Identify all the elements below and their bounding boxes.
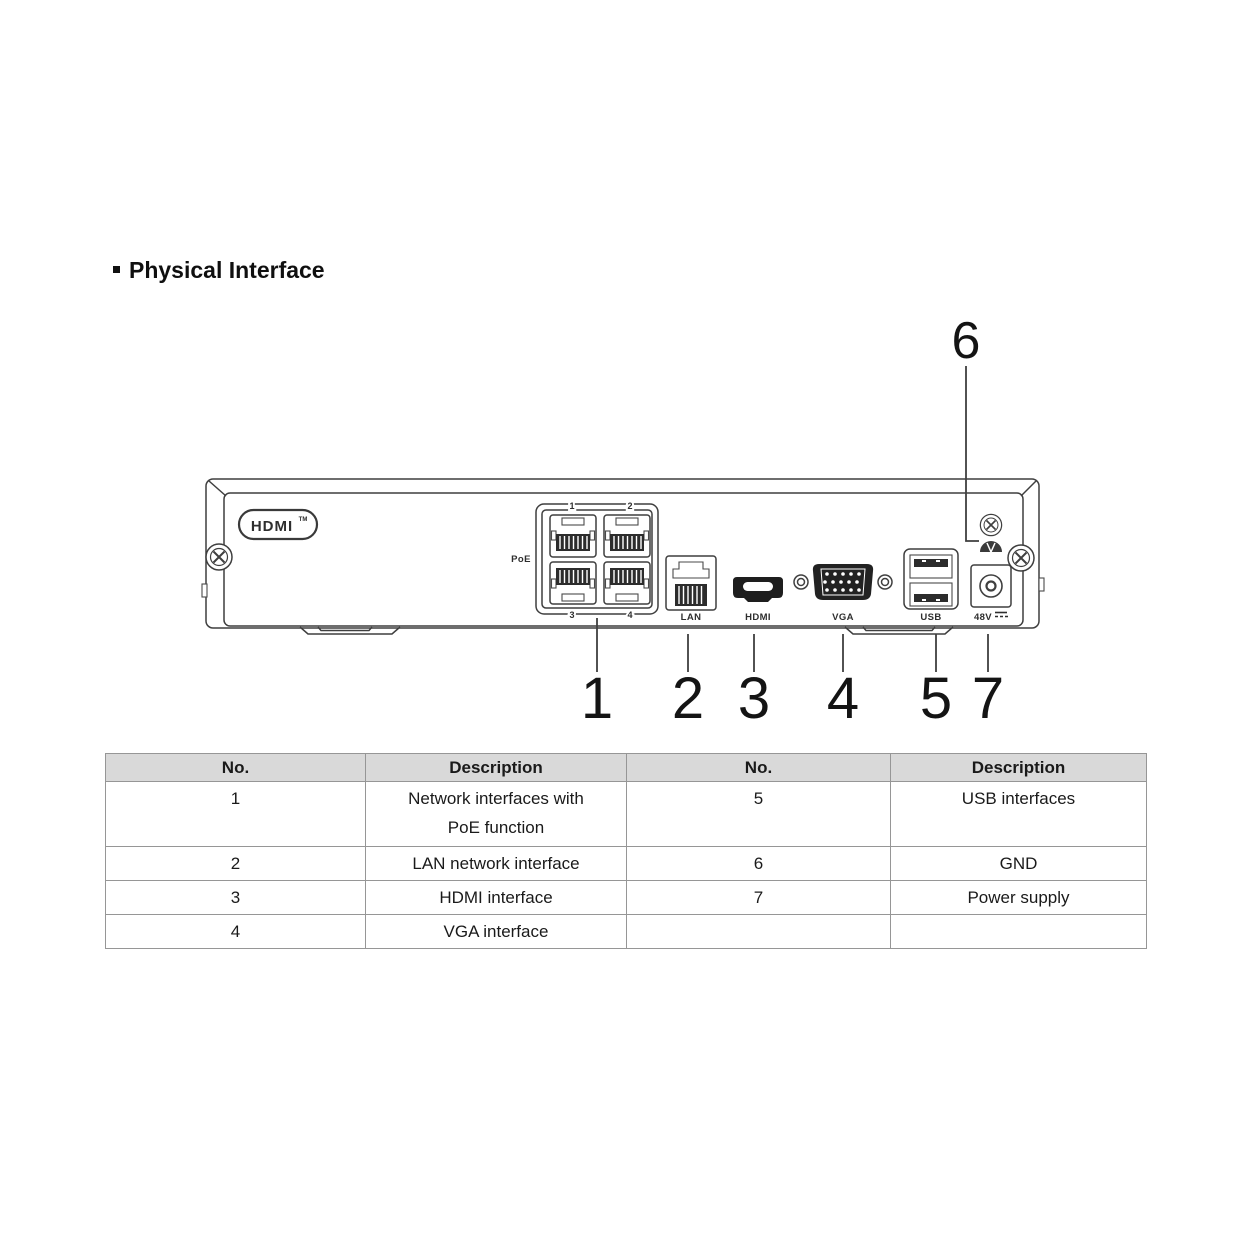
- callout-5: [920, 634, 952, 731]
- cell-description: [891, 915, 1147, 949]
- vga-label: VGA: [832, 612, 854, 623]
- hdmi-label: HDMI: [745, 612, 771, 623]
- callout-number-6: 6: [951, 312, 981, 370]
- poe-port-number-1: 1: [569, 501, 575, 511]
- callout-2: [672, 634, 704, 731]
- callout-number-2: 2: [671, 666, 705, 731]
- callout-number-3: 3: [737, 666, 771, 731]
- cell-description: Power supply: [891, 881, 1147, 915]
- hdmi-logo-text: HDMI: [250, 518, 294, 535]
- table-row: [106, 881, 1147, 915]
- cell-no: 5: [627, 782, 891, 847]
- callout-3: [738, 634, 770, 731]
- poe-port-1: [550, 515, 596, 557]
- cell-no: 7: [627, 881, 891, 915]
- section-title-label: Physical Interface: [129, 257, 325, 283]
- header-description-left: Description: [366, 754, 627, 782]
- interface-description-table: [105, 753, 1147, 949]
- cell-no: 6: [627, 847, 891, 881]
- hdmi-logo-badge: [239, 510, 317, 539]
- poe-port-3: [550, 562, 596, 604]
- gnd-screw: [980, 514, 1001, 535]
- cell-description: GND: [891, 847, 1147, 881]
- cell-no: 2: [106, 847, 366, 881]
- cell-description: VGA interface: [366, 915, 627, 949]
- section-title: [113, 257, 325, 284]
- table-header-row: [106, 754, 1147, 782]
- lan-label: LAN: [680, 612, 702, 623]
- cell-no: 1: [106, 782, 366, 847]
- poe-port-number-2: 2: [627, 501, 633, 511]
- poe-port-number-4: 4: [627, 610, 633, 620]
- header-no-right: No.: [627, 754, 891, 782]
- poe-port-4: [604, 562, 650, 604]
- usb-label: USB: [920, 612, 942, 623]
- cell-no: [627, 915, 891, 949]
- poe-port-2: [604, 515, 650, 557]
- table-row: [106, 782, 1147, 847]
- power-label: 48V: [973, 612, 993, 623]
- callout-number-7: 7: [971, 666, 1005, 731]
- header-description-right: Description: [891, 754, 1147, 782]
- side-tab-left: [202, 584, 207, 597]
- poe-label: PoE: [511, 554, 531, 565]
- cell-no: 3: [106, 881, 366, 915]
- callout-4: [827, 634, 859, 731]
- table-row: [106, 847, 1147, 881]
- cell-description: USB interfaces: [891, 782, 1147, 847]
- callout-number-4: 4: [826, 666, 860, 731]
- cell-no: 4: [106, 915, 366, 949]
- header-no-left: No.: [106, 754, 366, 782]
- table-row: [106, 915, 1147, 949]
- side-tab-right: [1039, 578, 1044, 591]
- cell-description: LAN network interface: [366, 847, 627, 881]
- bullet-icon: [113, 266, 120, 273]
- callout-number-1: 1: [580, 666, 614, 731]
- cell-description: HDMI interface: [366, 881, 627, 915]
- panel-screw-left: [206, 544, 232, 570]
- cell-description: Network interfaces with PoE function: [366, 782, 627, 847]
- callout-number-5: 5: [919, 666, 953, 731]
- callout-1: [581, 618, 613, 731]
- panel-screw-right: [1008, 545, 1034, 571]
- poe-port-number-3: 3: [569, 610, 575, 620]
- gnd-terminal: [980, 514, 1002, 552]
- hdmi-logo-tm: TM: [298, 517, 308, 523]
- device-diagram: [0, 300, 1250, 750]
- callout-7: [972, 634, 1004, 731]
